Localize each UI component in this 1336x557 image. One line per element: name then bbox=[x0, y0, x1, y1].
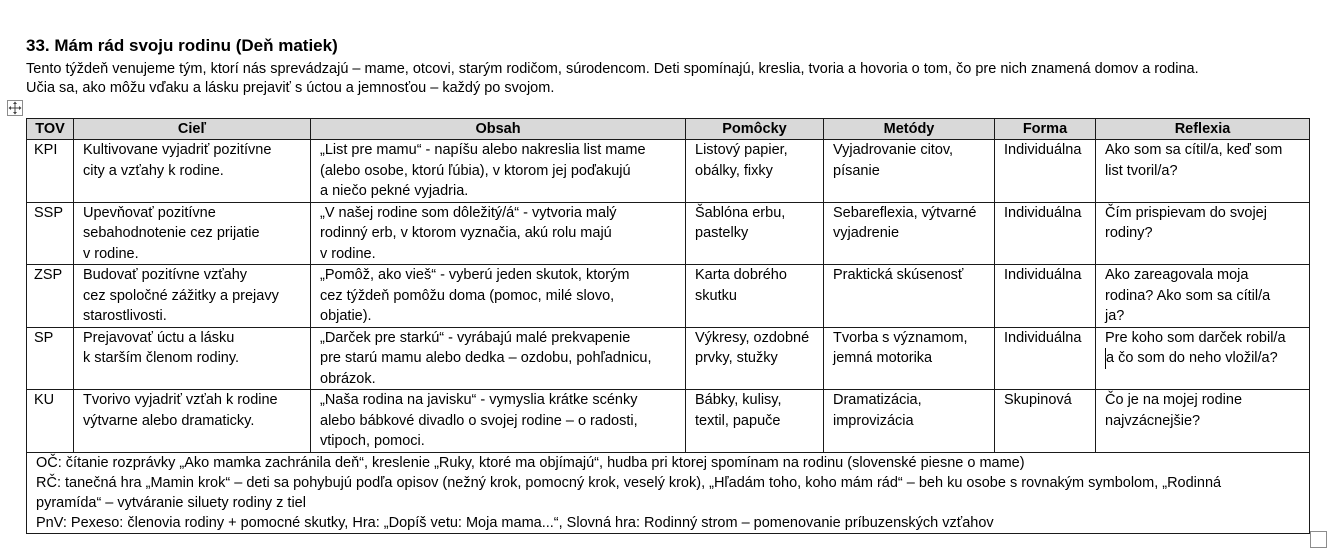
header-reflexia: Reflexia bbox=[1096, 119, 1310, 140]
cell-reflexia bbox=[1096, 140, 1310, 203]
cell-pomocky bbox=[686, 140, 824, 203]
cell-reflexia-line: a čo som do neho vložil/a? bbox=[1105, 348, 1305, 369]
intro-line-2: Učia sa, ako môžu vďaku a lásku prejaviť s úctou a jemnosťou – každý po svojom. bbox=[26, 80, 555, 96]
notes-line-oc: OČ: čítanie rozprávky „Ako mamka zachránila deň“, kreslenie „Ruky, ktoré ma objímajú“, hudba pri ktorej spomínam na rodinu (slovenské piesne o mame) bbox=[36, 454, 1025, 471]
cell-reflexia-line: Ako zareagovala moja bbox=[1105, 267, 1249, 283]
cell-forma bbox=[995, 327, 1096, 390]
table-move-handle-icon[interactable] bbox=[7, 100, 23, 116]
intro-paragraph bbox=[26, 60, 1199, 98]
cell-pomocky-line: Listový papier, bbox=[695, 142, 788, 158]
notes-line-rc: RČ: tanečná hra „Mamin krok“ – deti sa pohybujú podľa opisov (nežný krok, pomocný krok, veselý krok), „Hľadám toho, koho mám rád“ – beh ku osobe s rovnakým symbolom, „Rodinná bbox=[36, 474, 1222, 491]
cell-reflexia-line: Pre koho som darček robil/a bbox=[1105, 329, 1286, 346]
cell-obsah-line: obrázok. bbox=[320, 370, 376, 387]
cell-reflexia bbox=[1096, 202, 1310, 265]
cell-ciel-line: city a vzťahy k rodine. bbox=[83, 162, 224, 179]
table-row bbox=[27, 140, 1310, 203]
cell-ciel-line: Tvorivo vyjadriť vzťah k rodine bbox=[83, 392, 278, 408]
cell-tov-text: KU bbox=[34, 392, 55, 408]
cell-ciel-line: k starším členom rodiny. bbox=[83, 350, 240, 366]
cell-tov bbox=[27, 140, 74, 203]
cell-reflexia-line: rodiny? bbox=[1105, 225, 1153, 241]
cell-metody bbox=[824, 265, 995, 328]
cell-pomocky-line: Šablóna erbu, bbox=[695, 204, 786, 221]
cell-forma-text: Individuálna bbox=[1004, 267, 1082, 283]
cell-ciel-line: cez spoločné zážitky a prejavy bbox=[83, 287, 279, 304]
table-row bbox=[27, 265, 1310, 328]
cell-metody-line: improvizácia bbox=[833, 412, 914, 429]
cell-obsah bbox=[311, 265, 686, 328]
cell-obsah-line: cez týždeň pomôžu doma (pomoc, milé slovo, bbox=[320, 287, 615, 304]
table-resize-handle[interactable] bbox=[1310, 531, 1327, 548]
cell-obsah-line: „V našej rodine som dôležitý/á“ - vytvoria malý bbox=[320, 204, 617, 221]
notes-row bbox=[27, 452, 1310, 533]
cell-pomocky-line: pastelky bbox=[695, 225, 749, 241]
cell-ciel bbox=[74, 327, 311, 390]
page-title: 33. Mám rád svoju rodinu (Deň matiek) bbox=[26, 36, 338, 55]
cell-ciel-line: výtvarne alebo dramaticky. bbox=[83, 412, 255, 429]
cell-obsah-line: (alebo osobe, ktorú ľúbia), v ktorom jej poďakujú bbox=[320, 162, 631, 179]
cell-reflexia bbox=[1096, 265, 1310, 328]
cell-obsah-line: „List pre mamu“ - napíšu alebo nakreslia list mame bbox=[320, 142, 646, 158]
cell-pomocky-line: Výkresy, ozdobné bbox=[695, 329, 810, 346]
cell-reflexia-line: list tvoril/a? bbox=[1105, 162, 1178, 179]
cell-obsah-line: „Naša rodina na javisku“ - vymyslia krátke scénky bbox=[320, 392, 638, 408]
header-ciel: Cieľ bbox=[74, 119, 311, 140]
cell-metody-line: vyjadrenie bbox=[833, 225, 900, 241]
cell-reflexia-line: Ako som sa cítil/a, keď som bbox=[1105, 142, 1283, 158]
cell-obsah-line: „Pomôž, ako vieš“ - vyberú jeden skutok, ktorým bbox=[320, 267, 630, 283]
cell-metody-line: Sebareflexia, výtvarné bbox=[833, 204, 977, 221]
cell-metody-line: Dramatizácia, bbox=[833, 392, 922, 408]
cell-tov-text: KPI bbox=[34, 142, 58, 158]
header-tov: TOV bbox=[27, 119, 74, 140]
cell-reflexia-line: ja? bbox=[1105, 308, 1125, 324]
cell-pomocky bbox=[686, 390, 824, 453]
cell-reflexia bbox=[1096, 390, 1310, 453]
cell-obsah-line: objatie). bbox=[320, 308, 372, 324]
cell-tov bbox=[27, 265, 74, 328]
cell-metody bbox=[824, 390, 995, 453]
cell-metody bbox=[824, 140, 995, 203]
cell-ciel bbox=[74, 265, 311, 328]
cell-ciel-line: Budovať pozitívne vzťahy bbox=[83, 267, 248, 283]
notes-line-pnv: PnV: Pexeso: členovia rodiny + pomocné skutky, Hra: „Dopíš vetu: Moja mama...“, Slovná hra: Rodinný strom – pomenovanie príbuzenských vzťahov bbox=[36, 514, 994, 531]
cell-reflexia-line: rodina? Ako som sa cítil/a bbox=[1105, 287, 1271, 304]
cell-reflexia-line: Čím prispievam do svojej bbox=[1105, 204, 1267, 221]
cell-obsah-line: vtipoch, pomoci. bbox=[320, 433, 425, 449]
cell-obsah bbox=[311, 327, 686, 390]
cell-metody-line: Tvorba s významom, bbox=[833, 329, 968, 346]
cell-ciel-line: starostlivosti. bbox=[83, 308, 167, 324]
cell-metody-line: jemná motorika bbox=[833, 350, 933, 366]
cell-obsah-line: v rodine. bbox=[320, 245, 376, 262]
cell-metody bbox=[824, 202, 995, 265]
table-row bbox=[27, 390, 1310, 453]
cell-forma-text: Skupinová bbox=[1004, 392, 1072, 408]
cell-tov bbox=[27, 202, 74, 265]
header-obsah: Obsah bbox=[311, 119, 686, 140]
cell-ciel bbox=[74, 390, 311, 453]
intro-line-1: Tento týždeň venujeme tým, ktorí nás sprevádzajú – mame, otcovi, starým rodičom, súrodencom. Deti spomínajú, kreslia, tvoria a hovoria o tom, čo pre nich znamená domov a rodina. bbox=[26, 61, 1199, 77]
cell-tov bbox=[27, 327, 74, 390]
cell-obsah-line: pre starú mamu alebo dedka – ozdobu, pohľadnicu, bbox=[320, 350, 652, 366]
cell-ciel-line: Kultivovane vyjadriť pozitívne bbox=[83, 142, 272, 158]
cell-pomocky-line: obálky, fixky bbox=[695, 162, 773, 179]
cell-reflexia-line: Čo je na mojej rodine bbox=[1105, 392, 1243, 408]
cell-pomocky bbox=[686, 327, 824, 390]
cell-tov-text: SP bbox=[34, 329, 54, 346]
cell-metody-line: Vyjadrovanie citov, bbox=[833, 142, 954, 158]
cell-pomocky-line: prvky, stužky bbox=[695, 350, 778, 366]
lesson-plan-table bbox=[26, 118, 1310, 534]
cell-obsah-line: alebo bábkové divadlo o svojej rodine – o radosti, bbox=[320, 412, 638, 429]
cell-forma-text: Individuálna bbox=[1004, 204, 1082, 221]
cell-obsah bbox=[311, 390, 686, 453]
cell-tov-text: SSP bbox=[34, 204, 64, 221]
cell-metody bbox=[824, 327, 995, 390]
cell-ciel bbox=[74, 202, 311, 265]
cell-ciel-line: v rodine. bbox=[83, 245, 139, 262]
cell-obsah bbox=[311, 202, 686, 265]
header-metody: Metódy bbox=[824, 119, 995, 140]
cell-ciel-line: Prejavovať úctu a lásku bbox=[83, 329, 235, 346]
table-row bbox=[27, 327, 1310, 390]
cell-obsah-line: rodinný erb, v ktorom vyznačia, akú rolu majú bbox=[320, 225, 612, 241]
notes-line-rc-continued: pyramída“ – vytváranie siluety rodiny z tiel bbox=[36, 494, 306, 511]
cell-forma-text: Individuálna bbox=[1004, 142, 1082, 158]
cell-metody-line: Praktická skúsenosť bbox=[833, 267, 964, 283]
cell-ciel bbox=[74, 140, 311, 203]
cell-ciel-line: sebahodnotenie cez prijatie bbox=[83, 225, 260, 241]
cell-pomocky bbox=[686, 265, 824, 328]
cell-metody-line: písanie bbox=[833, 162, 880, 179]
cell-obsah bbox=[311, 140, 686, 203]
cell-reflexia-line: najvzácnejšie? bbox=[1105, 412, 1201, 429]
cell-forma bbox=[995, 140, 1096, 203]
cell-pomocky-line: skutku bbox=[695, 287, 737, 304]
table-row bbox=[27, 202, 1310, 265]
cell-ciel-line: Upevňovať pozitívne bbox=[83, 204, 216, 221]
activities-notes-cell bbox=[27, 452, 1310, 533]
cell-pomocky bbox=[686, 202, 824, 265]
header-pomocky: Pomôcky bbox=[686, 119, 824, 140]
cell-tov-text: ZSP bbox=[34, 267, 63, 283]
cell-pomocky-line: Karta dobrého bbox=[695, 267, 787, 283]
header-forma: Forma bbox=[995, 119, 1096, 140]
cell-obsah-line: „Darček pre starkú“ - vyrábajú malé prekvapenie bbox=[320, 329, 631, 346]
cell-forma bbox=[995, 202, 1096, 265]
cell-pomocky-line: textil, papuče bbox=[695, 412, 781, 429]
table-header-row bbox=[27, 119, 1310, 140]
cell-reflexia bbox=[1096, 327, 1310, 390]
cell-forma-text: Individuálna bbox=[1004, 329, 1082, 346]
cell-forma bbox=[995, 265, 1096, 328]
cell-obsah-line: a niečo pekné vyjadria. bbox=[320, 183, 469, 199]
cell-tov bbox=[27, 390, 74, 453]
cell-pomocky-line: Bábky, kulisy, bbox=[695, 392, 782, 408]
cell-forma bbox=[995, 390, 1096, 453]
